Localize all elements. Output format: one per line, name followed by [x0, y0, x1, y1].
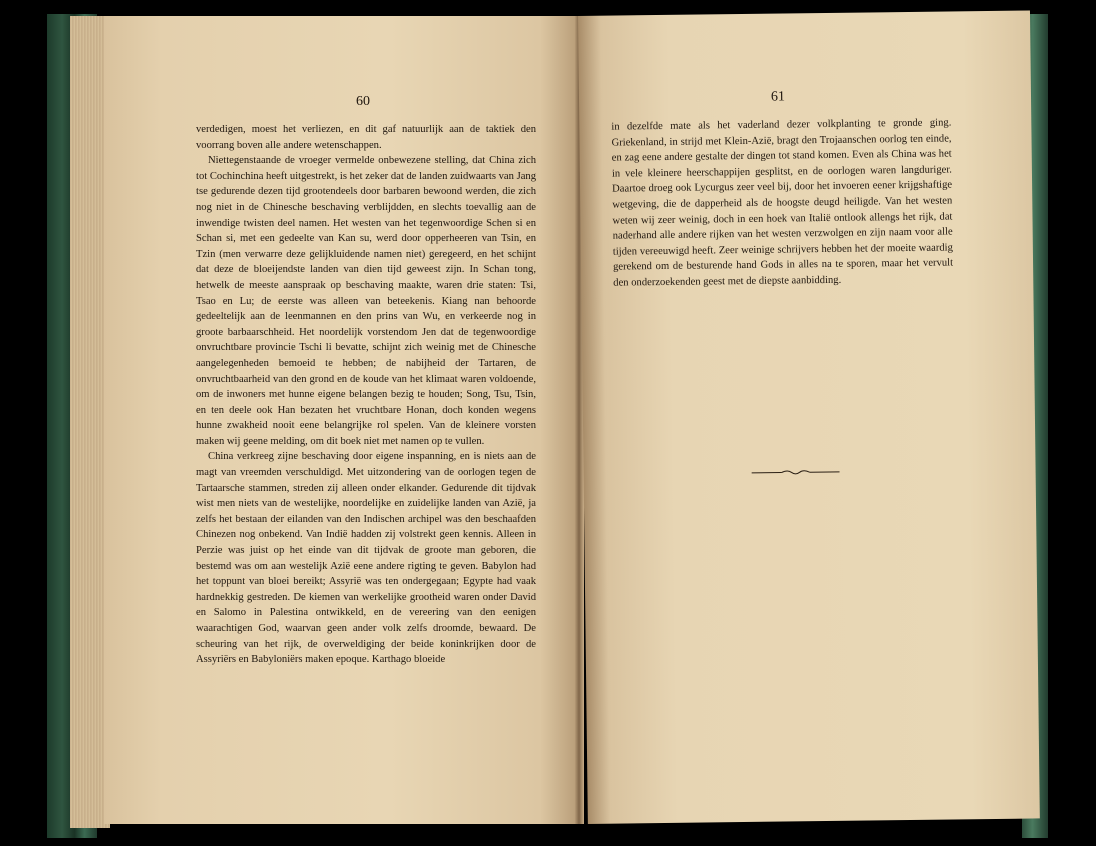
left-page: [104, 16, 578, 824]
paragraph: in dezelfde mate als het vaderland dezer volkplanting te gronde ging. Griekenland, in strijd met Klein-Azië, bragt den Trojaanschen oorlog ten einde, en zag eene andere gestalte der dingen tot stand komen. Even als China was het in vele kleinere heerschappijen gesplitst, en de oorlogen waren langduriger. Daartoe droeg ook Lycurgus zeer veel bij, door het invoeren eener krijgshaftige wetgeving, die de dapperheid als de hoogste deugd heiligde. Van het westen weten wij zeer weinig, doch in een hoek van Italië ontlook allengs het rijk, dat naderhand alle andere rijken van het westen verzwolgen en zijn naam voor alle tijden vereeuwigd heeft. Zeer weinige schrijvers hebben het der moeite waardig gerekend om de besturende hand Gods in alles na te sporen, maar het vervult den onderzoekenden geest met de diepste aanbidding.: [611, 117, 954, 289]
paragraph: Niettegenstaande de vroeger vermelde onbewezene stelling, dat China zich tot Cochinchina heeft uitgestrekt, is het zeker dat de landen zuidwaarts van Jang tse gedurende dezen tijd grootendeels door barbaren bewoond werden, die zich nog niet in de Chinesche beschaving verblijdden, en slechts toevallig aan de inwendige twisten deel namen. Het westen van het tegenwoordige Schen si en Schan si, met een gedeelte van Kan su, werd door opperheeren van Tsin, en Tzin (men verwarre deze gelijkluidende namen niet) geregeerd, en het schijnt dat deze de bloeijendste landen van dien tijd geweest zijn. In Schan tong, hetwelk de meeste aanspraak op beschaving maakte, waren drie staten: Tsi, Tsao en Lu; de eerste was alleen van beteekenis. Kiang nan behoorde gedeeltelijk aan de leenmannen en den prins van Wu, en verkeerde nog in groote barbaarschheid. Het noordelijk vorstendom Jen dat de tegenwoordige onvruchtbare provincie Tschi li bevatte, schijnt zich weinig met de Chinesche aangelegenheden bemoeid te hebben; de nabijheid der Tartaren, de onvruchtbaarheid van den grond en de koude van het klimaat waren voldoende, om de inwoners met hunne eigene belangen bezig te houden; Song, Tsu, Tsin, en ten deele ook Han bezaten het vruchtbare Honan, doch konden wegens hunne zwakheid nooit eene belangrijke rol spelen. Van de kleinere vorsten maken wij geene melding, om dit boek niet met namen op te vullen.: [196, 155, 536, 447]
page-number: 61: [770, 89, 786, 105]
page-number: 60: [356, 94, 370, 109]
ornament-divider-icon: [752, 469, 840, 476]
paragraph: China verkreeg zijne beschaving door eigene inspanning, en is niets aan de magt van vreemden verschuldigd. Met uitzondering van de oorlogen tegen de Tartaarsche stammen, streden zij alleen onder elkander. Gedurende dit tijdvak wist men niets van de westelijke, noordelijke en zuidelijke landen van Azië, ja zelfs het bestaan der eilanden van den Indischen archipel was den beschaafden Chinezen nog onbekend. Van Indië hadden zij volstrekt geen kennis. Alleen in Perzie was juist op het einde van dit tijdvak de groote man geboren, die bestemd was om aan westelijk Azië eene andere rigting te geven. Babylon had het toppunt van bloei bereikt; Assyrië was ten ondergegaan; Egypte had vaak hardnekkig gestreden. De kiemen van werkelijke grootheid waren onder David en Salomo in Palestina ontwikkeld, en de vereering van den eenigen waarachtigen God, waarvan geen ander volk zelfs droomde, bewaard. De scheuring van het rijk, de overweldiging der beide koninkrijken door de Assyriërs en Babyloniërs maken epoque. Karthago bloeide: [196, 451, 536, 666]
paragraph: verdedigen, moest het verliezen, en dit gaf natuurlijk aan de taktiek den voorrang boven alle andere wetenschappen.: [196, 124, 536, 151]
right-page: [578, 10, 1040, 823]
page-body: [611, 115, 953, 291]
page-body: [196, 122, 536, 668]
